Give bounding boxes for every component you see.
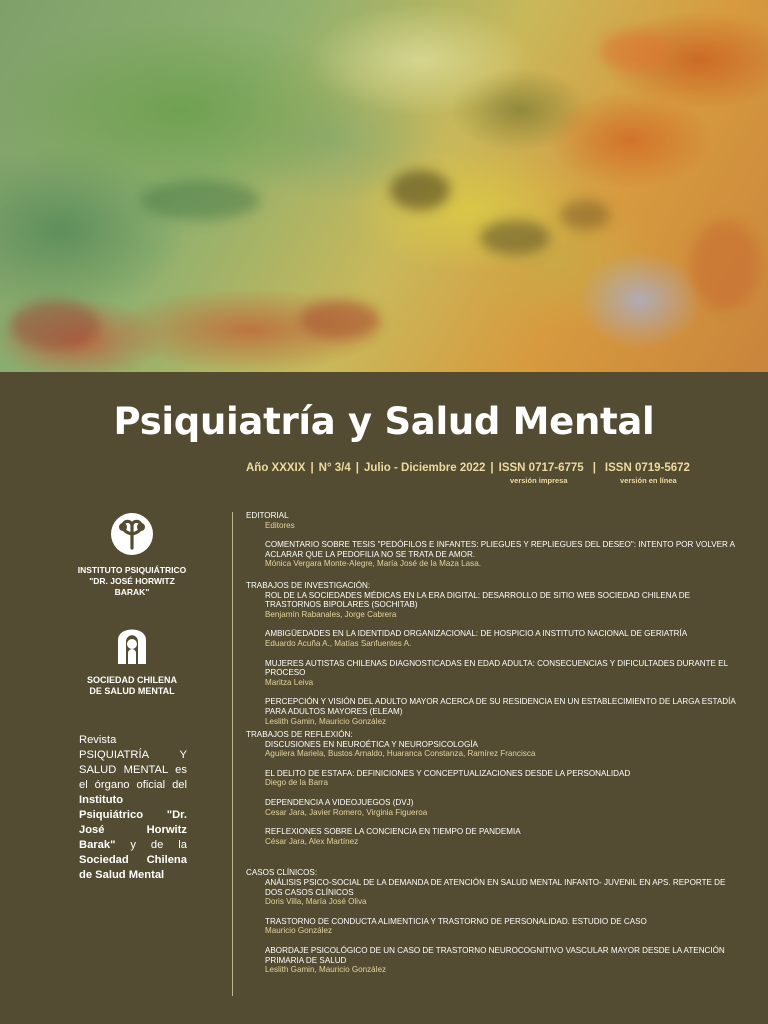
section-heading-editorial: EDITORIAL — [246, 511, 289, 520]
instituto-name: INSTITUTO PSIQUIÁTRICO "DR. JOSÉ HORWITZ BARAK" — [77, 565, 187, 597]
list-item — [265, 878, 736, 907]
item-authors: Cesar Jara, Javier Romero, Virginia Figueroa — [265, 807, 428, 817]
list-item — [265, 521, 736, 531]
item-title: EL DELITO DE ESTAFA: DEFINICIONES Y CONCEPTUALIZACIONES DESDE LA PERSONALIDAD — [265, 768, 631, 778]
item-title: AMBIGÜEDADES EN LA IDENTIDAD ORGANIZACIONAL: DE HOSPICIO A INSTITUTO NACIONAL DE GERIATRÍA — [265, 629, 688, 639]
section-heading-investigacion: TRABAJOS DE INVESTIGACIÓN: — [246, 580, 371, 590]
item-title: ROL DE LA SOCIEDADES MÉDICAS EN LA ERA DIGITAL: DESARROLLO DE SITIO WEB SOCIEDAD CHILENA DE TRASTORNOS BIPOLARES (SOCHITAB) — [265, 590, 691, 610]
item-authors: Leslith Gamin, Mauricio González — [265, 965, 387, 975]
column-divider — [232, 512, 233, 996]
item-authors: Eduardo Acuña A., Matías Sanfuentes A. — [265, 638, 412, 648]
journal-title: Psiquiatría y Salud Mental — [113, 400, 655, 443]
issn-print-note: versión impresa — [510, 476, 568, 485]
item-authors: César Jara, Alex Martínez — [265, 836, 359, 846]
list-item — [265, 740, 736, 759]
list-item — [265, 769, 736, 788]
item-title: PERCEPCIÓN Y VISIÓN DEL ADULTO MAYOR ACERCA DE SU RESIDENCIA EN UN ESTABLECIMIENTO DE LARGA ESTADÍA PARA ADULTOS MAYORES (ELEAM) — [265, 697, 736, 716]
official-statement: Revista PSIQUIATRÍA Y SALUD MENTAL es el órgano oficial del Instituto Psiquiátrico "Dr. José Horwitz Barak" y de la Sociedad Chilena de Salud Mental — [79, 734, 187, 881]
item-authors: Aguilera Mariela, Bustos Arnaldo, Huaranca Constanza, Ramírez Francisca — [265, 749, 536, 759]
section-heading-casos: CASOS CLÍNICOS: — [246, 868, 318, 878]
item-title: ABORDAJE PSICOLÓGICO DE UN CASO DE TRASTORNO NEUROCOGNITIVO VASCULAR MAYOR DESDE LA ATENCIÓN PRIMARIA DE SALUD — [265, 946, 725, 965]
issue-period: Julio - Diciembre 2022 — [363, 462, 486, 474]
list-item — [265, 827, 736, 846]
item-title: DISCUSIONES EN NEUROÉTICA Y NEUROPSICOLOGÍA — [265, 739, 478, 749]
issn-online: ISSN 0719-5672 — [604, 462, 690, 474]
sociedad-name: SOCIEDAD CHILENA DE SALUD MENTAL — [86, 675, 177, 696]
list-item — [265, 591, 736, 620]
list-item — [265, 540, 736, 569]
table-of-contents — [246, 511, 736, 975]
list-item — [265, 798, 736, 817]
item-authors: Benjamín Rabanales, Jorge Cabrera — [265, 609, 397, 619]
item-authors: Doris Villa, María José Oliva — [265, 897, 367, 907]
issue-number: N° 3/4 — [318, 462, 351, 474]
issn-print: ISSN 0717-6775 — [498, 462, 584, 474]
item-title: Editores — [265, 520, 295, 530]
item-title: DEPENDENCIA A VIDEOJUEGOS (DVJ) — [265, 798, 414, 808]
item-title: MUJERES AUTISTAS CHILENAS DIAGNOSTICADAS EN EDAD ADULTA: CONSECUENCIAS Y DIFICULTADES DURANTE EL PROCESO — [265, 658, 728, 678]
item-title: TRASTORNO DE CONDUCTA ALIMENTICIA Y TRASTORNO DE PERSONALIDAD. ESTUDIO DE CASO — [265, 916, 647, 926]
list-item — [265, 946, 736, 975]
cover-painting — [0, 0, 768, 372]
list-item — [265, 917, 736, 936]
item-authors: Diego de la Barra — [265, 778, 328, 788]
item-authors: Leslith Gamin, Mauricio González — [265, 716, 387, 726]
item-title: COMENTARIO SOBRE TESIS "PEDÓFILOS E INFANTES: PLIEGUES Y REPLIEGUES DEL DESEO": INTENTO POR VOLVER A ACLARAR QUE LA PEDOFILIA NO SE TRATA DE AMOR. — [265, 540, 735, 559]
item-authors: Mónica Vergara Monte-Alegre, María José de la Maza Lasa. — [265, 559, 481, 569]
item-authors: Maritza Leiva — [265, 677, 314, 687]
list-item — [265, 629, 736, 648]
list-item — [265, 697, 736, 726]
item-authors: Mauricio González — [265, 926, 333, 936]
list-item — [265, 659, 736, 688]
issue-year: Año XXXIX — [246, 462, 306, 474]
item-title: REFLEXIONES SOBRE LA CONCIENCIA EN TIEMPO DE PANDEMIA — [265, 827, 521, 837]
instituto-logo-icon — [110, 512, 154, 561]
item-title: ANÁLISIS PSICO-SOCIAL DE LA DEMANDA DE ATENCIÓN EN SALUD MENTAL INFANTO- JUVENIL EN APS. REPORTE DE DOS CASOS CLÍNICOS — [265, 878, 726, 897]
issn-online-note: versión en línea — [620, 476, 677, 485]
issue-info: Año XXXIX | N° 3/4 | Julio - Diciembre 2022 | ISSN 0717-6775 | ISSN 0719-5672 — [246, 462, 690, 474]
section-heading-reflexion: TRABAJOS DE REFLEXIÓN: — [246, 730, 353, 740]
sociedad-logo-icon — [114, 618, 150, 671]
